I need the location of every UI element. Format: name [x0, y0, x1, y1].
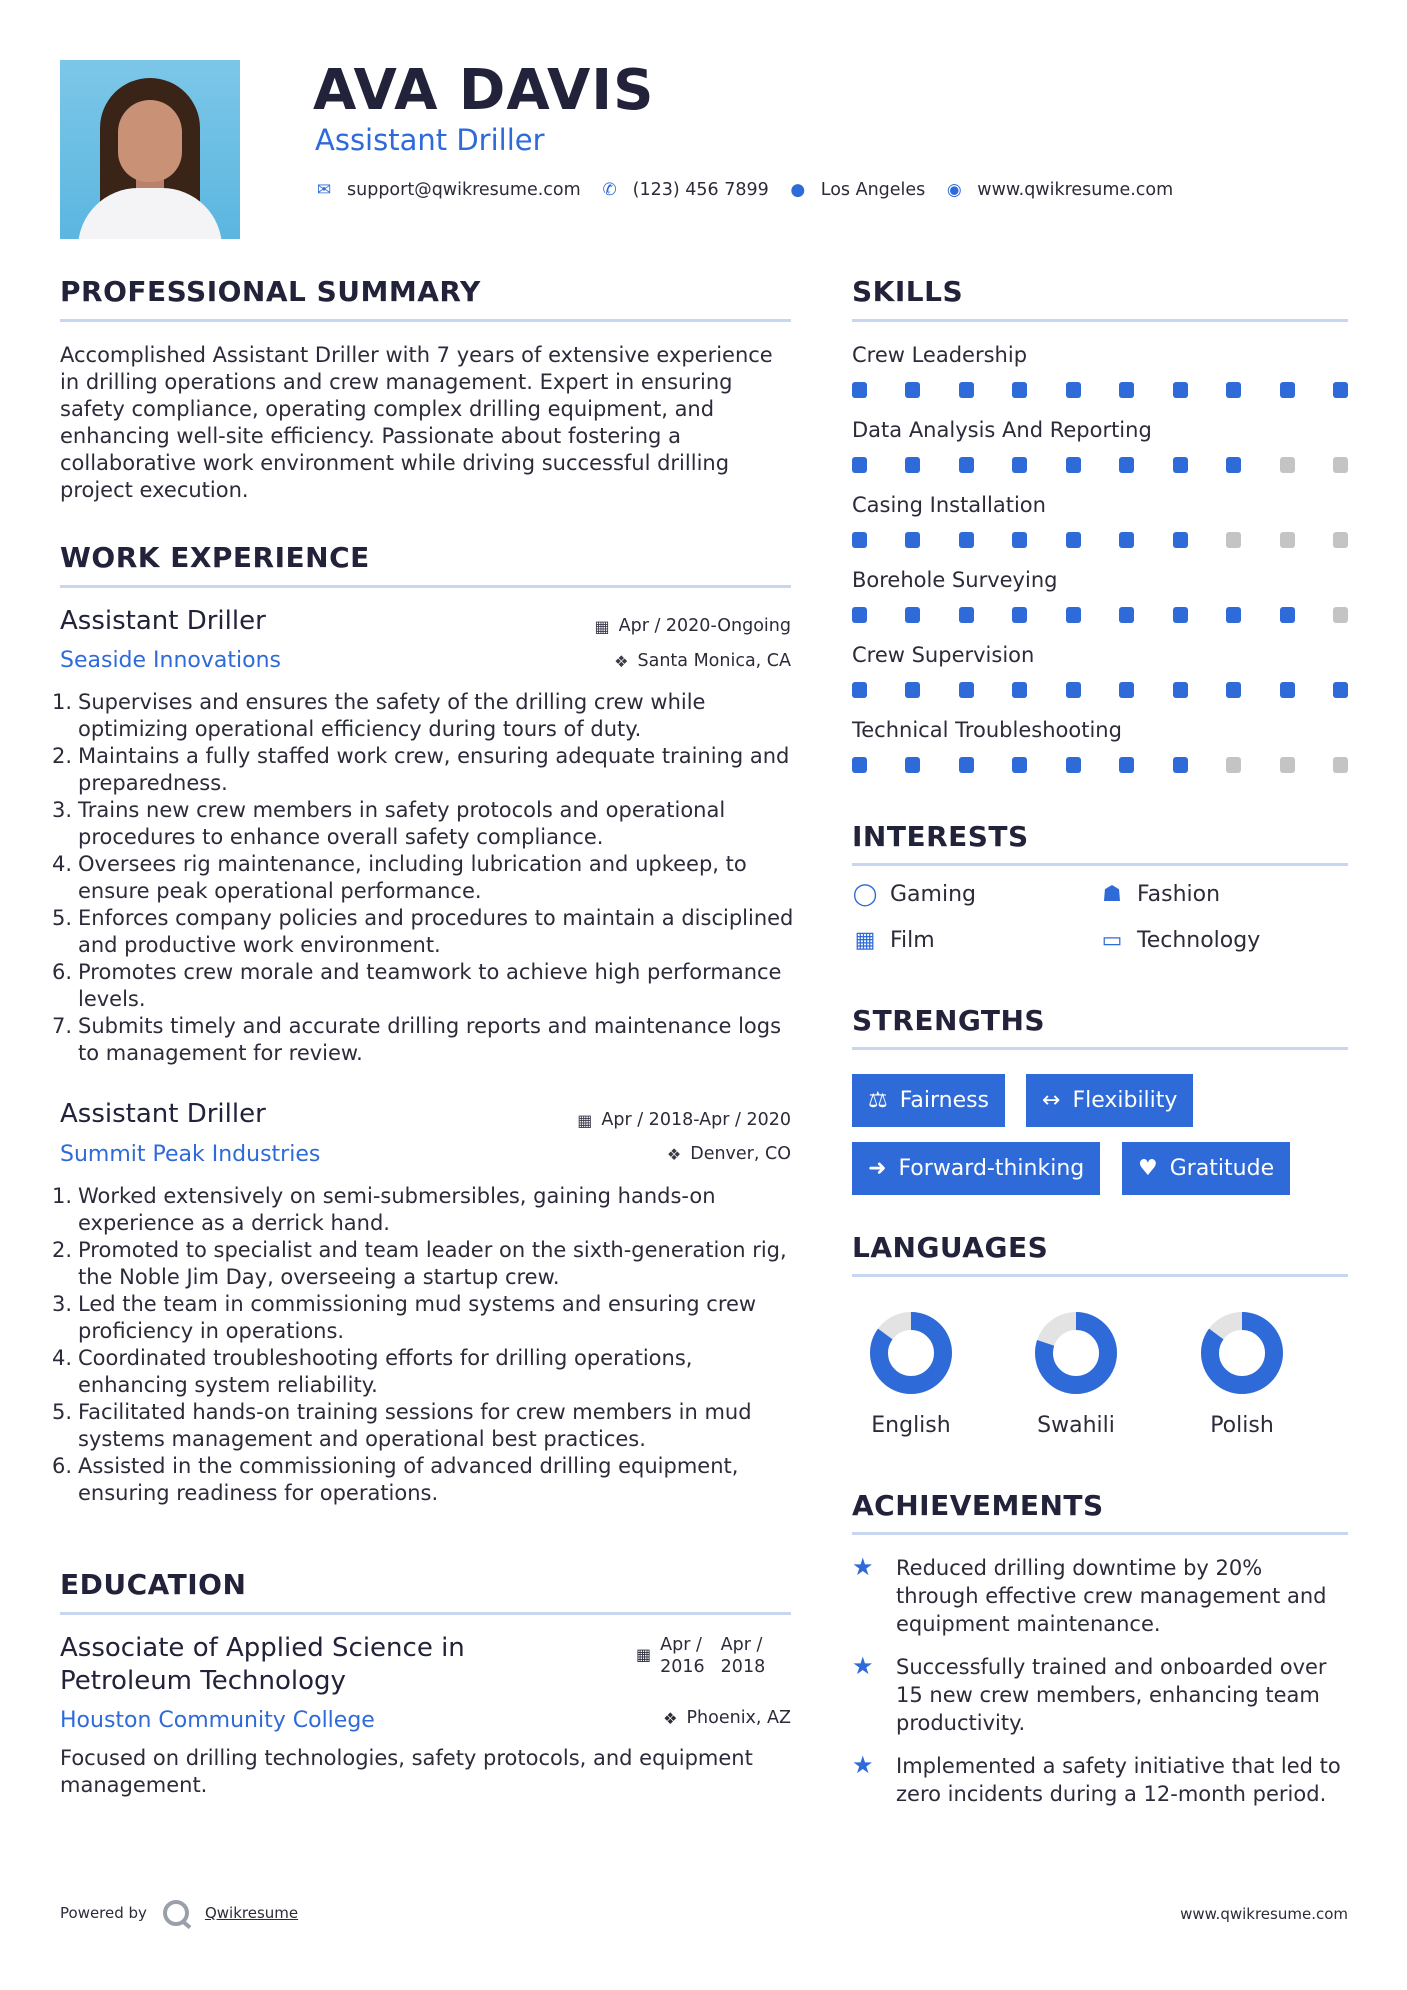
- interests-heading: INTERESTS: [852, 820, 1029, 853]
- skill-dot-filled: [1066, 682, 1081, 698]
- shopping-bag-icon: ☗: [1102, 882, 1122, 907]
- list-item: 3. Led the team in commissioning mud systems and ensuring crew proficiency in operations.: [52, 1292, 757, 1343]
- job-location: ❖ Santa Monica, CA: [614, 651, 791, 671]
- skill-dot-filled: [1173, 382, 1188, 398]
- job-bullets: [52, 689, 798, 1067]
- job-bullets: [52, 1183, 798, 1507]
- list-item: 4. Oversees rig maintenance, including lubrication and upkeep, to ensure peak operational performance.: [52, 852, 747, 903]
- list-item: 5. Facilitated hands-on training sessions for crew members in mud systems management and operational best practices.: [52, 1400, 752, 1451]
- globe-icon: ◉: [946, 180, 962, 200]
- candidate-name: AVA DAVIS: [313, 58, 655, 123]
- list-item: 2. Maintains a fully staffed work crew, ensuring adequate training and preparedness.: [52, 744, 790, 795]
- language-donut: [1198, 1309, 1286, 1397]
- skill-dot-filled: [852, 757, 867, 773]
- skill-dot-filled: [1012, 457, 1027, 473]
- job-title: Assistant Driller: [60, 1099, 266, 1129]
- skill-rating: [852, 382, 1348, 398]
- skill-dot-filled: [1226, 607, 1241, 623]
- language-item: [851, 1309, 971, 1438]
- profile-photo: [60, 60, 240, 239]
- language-name: Swahili: [1037, 1413, 1115, 1438]
- skill-dot-filled: [959, 457, 974, 473]
- education-school: Houston Community College: [60, 1708, 375, 1733]
- star-icon: ★: [852, 1652, 874, 1680]
- skill-dot-filled: [1173, 532, 1188, 548]
- skill-dot-empty: [1226, 757, 1241, 773]
- skill-dot-filled: [1066, 457, 1081, 473]
- skill-dot-filled: [852, 382, 867, 398]
- skill-dot-filled: [1173, 757, 1188, 773]
- summary-text: Accomplished Assistant Driller with 7 years of extensive experience in drilling operations and crew management. Expert in ensuring safety compliance, operating complex drilling equipment, and enhancing well-site efficiency. Passionate about fostering a collaborative work environment while driving successful drilling project execution.: [60, 343, 773, 502]
- skill-dot-filled: [959, 682, 974, 698]
- skill-dot-empty: [1333, 607, 1348, 623]
- skills-heading: SKILLS: [852, 275, 964, 308]
- language-name: Polish: [1210, 1413, 1274, 1438]
- achievements-divider: [852, 1532, 1348, 1535]
- skill-dot-filled: [1173, 682, 1188, 698]
- skill-dot-filled: [1280, 607, 1295, 623]
- skill-dot-filled: [1119, 682, 1134, 698]
- skill-dot-empty: [1280, 757, 1295, 773]
- interest-technology: ▭ Technology: [1099, 928, 1260, 953]
- list-item: 3. Trains new crew members in safety protocols and operational procedures to enhance overall safety compliance.: [52, 798, 726, 849]
- arrow-right-icon: ➜: [868, 1156, 887, 1181]
- contact-website[interactable]: ◉ www.qwikresume.com: [946, 180, 1174, 200]
- skill-dot-filled: [905, 532, 920, 548]
- list-item: 1. Worked extensively on semi-submersibles, gaining hands-on experience as a derrick hand.: [52, 1184, 716, 1235]
- skill-dot-filled: [1012, 532, 1027, 548]
- list-item: 6. Assisted in the commissioning of advanced drilling equipment, ensuring readiness for operations.: [52, 1454, 739, 1505]
- calendar-icon: ▦: [577, 1110, 593, 1130]
- education-divider: [60, 1612, 791, 1615]
- language-item: [1016, 1309, 1136, 1438]
- skill-name: Borehole Surveying: [852, 568, 1058, 592]
- languages-heading: LANGUAGES: [852, 1231, 1049, 1264]
- skill-rating: [852, 532, 1348, 548]
- skill-dot-filled: [1066, 757, 1081, 773]
- interest-film: ▦ Film: [852, 928, 935, 953]
- achievement-item: ★ Reduced drilling downtime by 20% through effective crew management and equipment maintenance.: [852, 1553, 1327, 1636]
- strength-badge: ♥ Gratitude: [1122, 1142, 1290, 1195]
- contact-location: ● Los Angeles: [790, 180, 926, 200]
- skill-dot-empty: [1333, 757, 1348, 773]
- strength-badge: ➜ Forward-thinking: [852, 1142, 1100, 1195]
- arrows-h-icon: ↔: [1042, 1088, 1061, 1113]
- language-donut: [867, 1309, 955, 1397]
- work-divider: [60, 585, 791, 588]
- skill-rating: [852, 607, 1348, 623]
- star-icon: ★: [852, 1751, 874, 1779]
- language-item: [1182, 1309, 1302, 1438]
- job-company: Seaside Innovations: [60, 648, 281, 673]
- skill-dot-filled: [905, 682, 920, 698]
- strengths-heading: STRENGTHS: [852, 1004, 1046, 1037]
- skill-dot-filled: [959, 757, 974, 773]
- strength-badge: ⚖ Fairness: [852, 1074, 1005, 1127]
- achievement-item: ★ Successfully trained and onboarded over 15 new crew members, enhancing team productivity.: [852, 1652, 1327, 1735]
- skill-name: Data Analysis And Reporting: [852, 418, 1152, 442]
- job-title: Assistant Driller: [60, 606, 266, 636]
- skill-dot-empty: [1280, 532, 1295, 548]
- contact-phone[interactable]: ✆ (123) 456 7899: [602, 180, 769, 200]
- education-description: Focused on drilling technologies, safety protocols, and equipment management.: [60, 1746, 753, 1797]
- education-heading: EDUCATION: [60, 1568, 247, 1601]
- job-dates: ▦ Apr / 2020-Ongoing: [594, 616, 791, 636]
- footer-brand-link[interactable]: Qwikresume: [204, 1904, 299, 1922]
- skill-dot-filled: [852, 607, 867, 623]
- skill-dot-filled: [1226, 382, 1241, 398]
- skill-dot-filled: [1119, 607, 1134, 623]
- job-dates: ▦ Apr / 2018-Apr / 2020: [577, 1110, 791, 1130]
- skill-dot-filled: [1119, 532, 1134, 548]
- skill-dot-empty: [1333, 532, 1348, 548]
- skill-dot-filled: [959, 607, 974, 623]
- skill-dot-filled: [1119, 382, 1134, 398]
- footer-powered-by: Powered by Qwikresume: [60, 1900, 298, 1926]
- summary-divider: [60, 319, 791, 322]
- skill-dot-empty: [1333, 457, 1348, 473]
- contact-bar: [315, 180, 1193, 200]
- skill-dot-filled: [1226, 682, 1241, 698]
- skill-name: Crew Leadership: [852, 343, 1028, 367]
- footer-url[interactable]: www.qwikresume.com: [1180, 1905, 1348, 1923]
- skill-dot-filled: [1066, 607, 1081, 623]
- skill-name: Crew Supervision: [852, 643, 1035, 667]
- skill-dot-filled: [1119, 457, 1134, 473]
- education-location: ❖ Phoenix, AZ: [663, 1708, 791, 1728]
- skill-dot-filled: [852, 682, 867, 698]
- skill-dot-filled: [852, 457, 867, 473]
- skill-dot-empty: [1226, 532, 1241, 548]
- list-item: 6. Promotes crew morale and teamwork to achieve high performance levels.: [52, 960, 782, 1011]
- job-location: ❖ Denver, CO: [666, 1144, 791, 1164]
- phone-icon: ✆: [602, 180, 617, 200]
- calendar-icon: ▦: [594, 616, 610, 636]
- calendar-icon: ▦: [636, 1645, 652, 1664]
- skill-dot-filled: [852, 532, 867, 548]
- skill-dot-filled: [1066, 382, 1081, 398]
- pin-icon: ❖: [666, 1144, 682, 1164]
- interests-divider: [852, 863, 1348, 866]
- skill-dot-filled: [959, 532, 974, 548]
- list-item: 2. Promoted to specialist and team leader on the sixth-generation rig, the Noble Jim Day, overseeing a startup crew.: [52, 1238, 787, 1289]
- skill-dot-empty: [1280, 457, 1295, 473]
- film-icon: ▦: [854, 928, 876, 953]
- strengths-divider: [852, 1047, 1348, 1050]
- pin-icon: ❖: [663, 1708, 678, 1728]
- skill-dot-filled: [959, 382, 974, 398]
- skill-name: Casing Installation: [852, 493, 1046, 517]
- job-company: Summit Peak Industries: [60, 1142, 321, 1167]
- skill-dot-filled: [1012, 382, 1027, 398]
- list-item: 1. Supervises and ensures the safety of the drilling crew while optimizing operational efficiency during tours of duty.: [52, 690, 706, 741]
- skill-dot-filled: [1012, 607, 1027, 623]
- summary-heading: PROFESSIONAL SUMMARY: [60, 275, 481, 308]
- languages-divider: [852, 1274, 1348, 1277]
- achievements-heading: ACHIEVEMENTS: [852, 1489, 1104, 1522]
- skill-dot-filled: [1226, 457, 1241, 473]
- skill-dot-filled: [1333, 682, 1348, 698]
- skill-rating: [852, 457, 1348, 473]
- skill-name: Technical Troubleshooting: [852, 718, 1122, 742]
- strength-badge: ↔ Flexibility: [1026, 1074, 1193, 1127]
- education-degree: Associate of Applied Science in Petroleum Technology: [60, 1633, 465, 1696]
- skill-dot-filled: [905, 457, 920, 473]
- list-item: 4. Coordinated troubleshooting efforts for drilling operations, enhancing system reliability.: [52, 1346, 693, 1397]
- skill-dot-filled: [905, 382, 920, 398]
- work-heading: WORK EXPERIENCE: [60, 541, 370, 574]
- envelope-icon: ✉: [316, 180, 332, 200]
- list-item: 5. Enforces company policies and procedures to maintain a disciplined and productive work environment.: [52, 906, 794, 957]
- skill-dot-filled: [905, 757, 920, 773]
- language-donut: [1032, 1309, 1120, 1397]
- star-icon: ★: [852, 1553, 874, 1581]
- skill-dot-filled: [1066, 532, 1081, 548]
- interest-gaming: ◯ Gaming: [852, 882, 976, 907]
- skill-dot-filled: [1333, 382, 1348, 398]
- skill-rating: [852, 757, 1348, 773]
- skill-rating: [852, 682, 1348, 698]
- heart-icon: ♥: [1138, 1156, 1158, 1181]
- qwikresume-logo-icon: [163, 1900, 189, 1926]
- achievement-item: ★ Implemented a safety initiative that led to zero incidents during a 12-month period.: [852, 1751, 1341, 1806]
- skill-dot-filled: [1119, 757, 1134, 773]
- skill-dot-filled: [905, 607, 920, 623]
- skill-dot-filled: [1173, 457, 1188, 473]
- skill-dot-filled: [1173, 607, 1188, 623]
- candidate-title: Assistant Driller: [315, 123, 545, 157]
- interest-fashion: ☗ Fashion: [1099, 882, 1220, 907]
- skills-divider: [852, 319, 1348, 322]
- balance-scale-icon: ⚖: [868, 1088, 888, 1113]
- laptop-icon: ▭: [1101, 928, 1123, 953]
- map-marker-icon: ●: [790, 180, 806, 200]
- skill-dot-filled: [1012, 682, 1027, 698]
- list-item: 7. Submits timely and accurate drilling reports and maintenance logs to management for review.: [52, 1014, 782, 1065]
- skill-dot-filled: [1280, 382, 1295, 398]
- skill-dot-filled: [1012, 757, 1027, 773]
- language-name: English: [871, 1413, 951, 1438]
- gamepad-icon: ◯: [852, 882, 878, 907]
- education-dates: ▦ Apr / 2016 Apr / 2018: [636, 1635, 766, 1677]
- skill-dot-filled: [1280, 682, 1295, 698]
- contact-email[interactable]: ✉ support@qwikresume.com: [316, 180, 581, 200]
- pin-icon: ❖: [614, 651, 629, 671]
